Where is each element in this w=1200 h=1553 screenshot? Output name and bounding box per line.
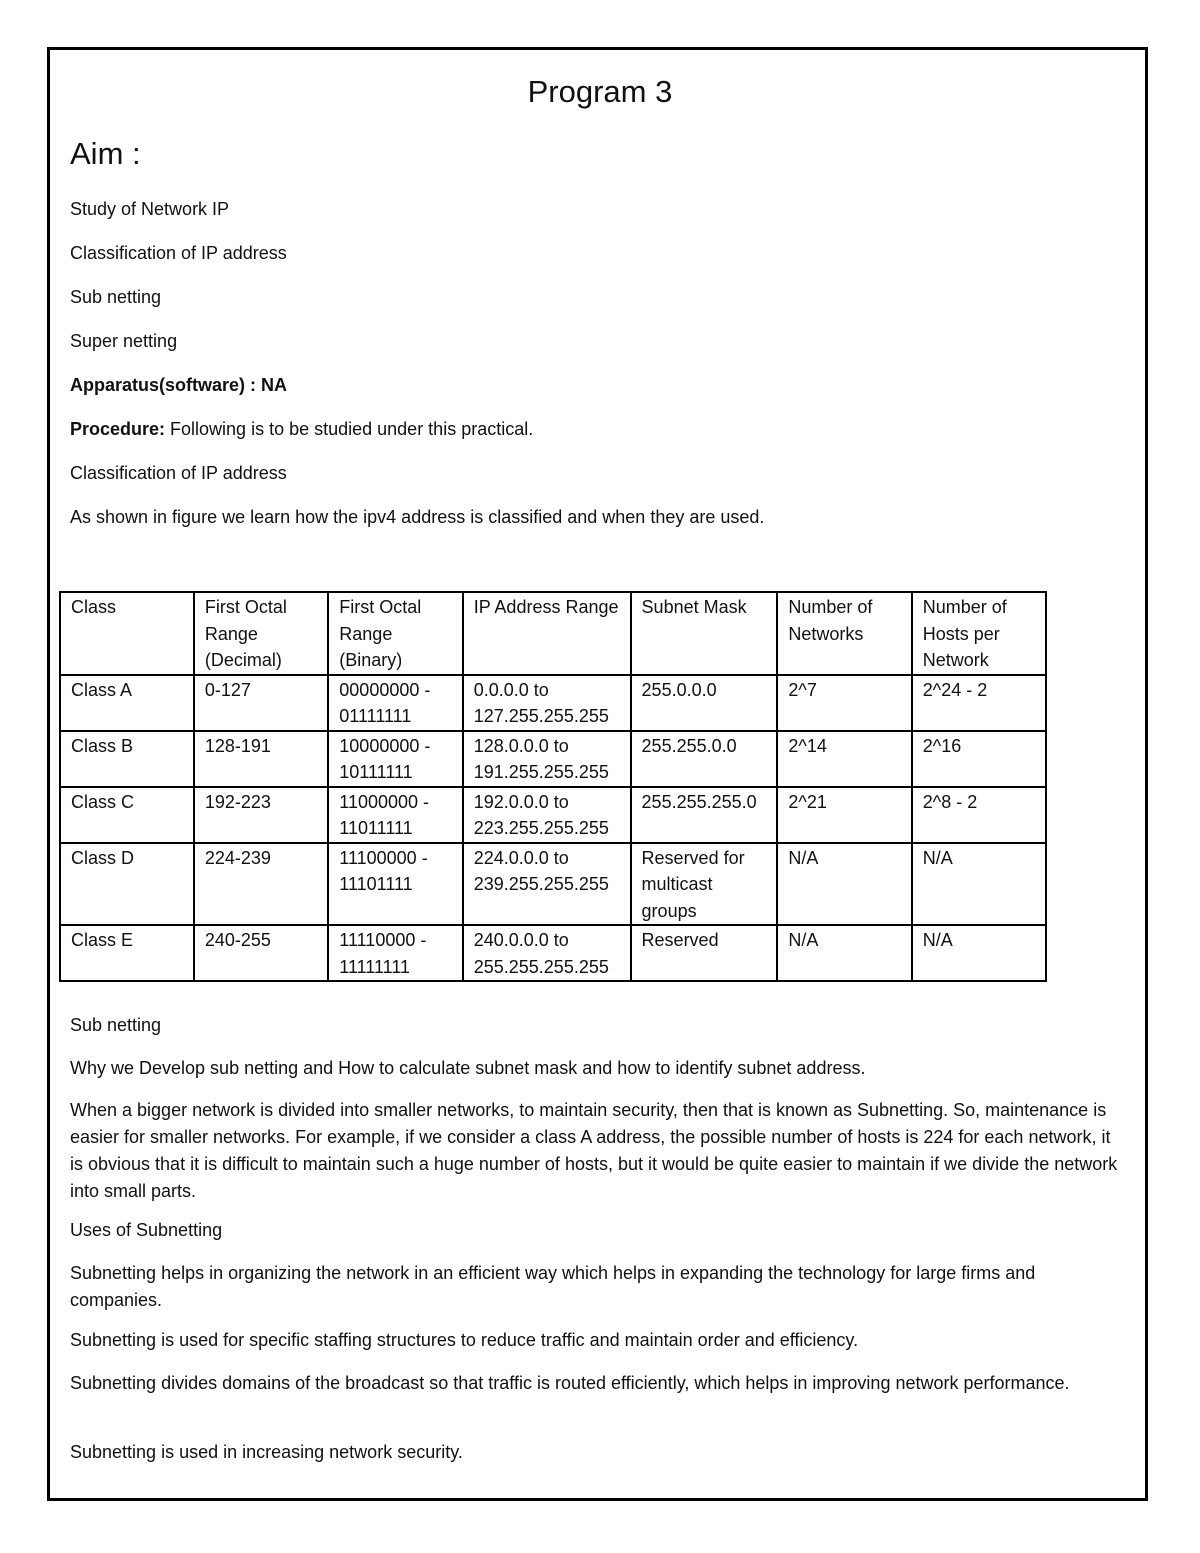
table-cell: Class D (60, 843, 194, 926)
table-row (60, 675, 1046, 731)
aim-item: Classification of IP address (70, 243, 287, 263)
table-row (60, 843, 1046, 926)
header-cell: IP Address Range (463, 592, 631, 675)
table-cell: Class C (60, 787, 194, 843)
table-cell: 255.0.0.0 (631, 675, 778, 731)
uses-heading: Uses of Subnetting (70, 1220, 223, 1240)
table-cell: 0-127 (194, 675, 328, 731)
header-cell: Number of Hosts per Network (912, 592, 1046, 675)
table-cell: 2^21 (777, 787, 911, 843)
table-row (60, 925, 1046, 981)
table-cell: 2^7 (777, 675, 911, 731)
header-cell: First Octal Range (Decimal) (194, 592, 328, 675)
table-cell: 11000000 - 11011111 (328, 787, 462, 843)
table-cell: 255.255.255.0 (631, 787, 778, 843)
procedure-label: Procedure: (70, 419, 166, 439)
table-cell: 224.0.0.0 to 239.255.255.255 (463, 843, 631, 926)
page-title: Program 3 (527, 74, 673, 109)
header-cell: Number of Networks (777, 592, 911, 675)
table-cell: 2^16 (912, 731, 1046, 787)
table-cell: 2^14 (777, 731, 911, 787)
aim-item: Super netting (70, 331, 178, 351)
table-cell: N/A (777, 843, 911, 926)
header-cell: Subnet Mask (631, 592, 778, 675)
table-cell: Class E (60, 925, 194, 981)
table-row (60, 731, 1046, 787)
table-cell: 128.0.0.0 to 191.255.255.255 (463, 731, 631, 787)
table-cell: 11110000 - 11111111 (328, 925, 462, 981)
uses-item: Subnetting is used for specific staffing structures to reduce traffic and maintain order and efficiency. (70, 1330, 859, 1350)
classification-intro: As shown in figure we learn how the ipv4 address is classified and when they are used. (70, 507, 765, 527)
subnetting-why: Why we Develop sub netting and How to calculate subnet mask and how to identify subnet address. (70, 1058, 866, 1078)
aim-item: Sub netting (70, 287, 162, 307)
table-cell: 224-239 (194, 843, 328, 926)
table-cell: 240.0.0.0 to 255.255.255.255 (463, 925, 631, 981)
ip-class-table (59, 591, 1047, 982)
table-cell: 128-191 (194, 731, 328, 787)
procedure-text: Following is to be studied under this practical. (165, 419, 534, 439)
table-cell: N/A (777, 925, 911, 981)
uses-item: Subnetting is used in increasing network security. (70, 1442, 463, 1462)
table-cell: 2^8 - 2 (912, 787, 1046, 843)
table-cell: Class B (60, 731, 194, 787)
table-header-row (60, 592, 1046, 675)
table-row (60, 787, 1046, 843)
table-cell: 192-223 (194, 787, 328, 843)
aim-heading: Aim : (70, 136, 141, 171)
table-cell: 00000000 - 01111111 (328, 675, 462, 731)
table-cell: N/A (912, 843, 1046, 926)
aim-item: Study of Network IP (70, 199, 230, 219)
table-cell: Reserved for multicast groups (631, 843, 778, 926)
apparatus-line: Apparatus(software) : NA (70, 375, 288, 395)
procedure-line (70, 416, 1120, 443)
table-cell: Class A (60, 675, 194, 731)
table-cell: 255.255.0.0 (631, 731, 778, 787)
header-cell: First Octal Range (Binary) (328, 592, 462, 675)
table-cell: 240-255 (194, 925, 328, 981)
table-cell: 11100000 - 11101111 (328, 843, 462, 926)
table-cell: 10000000 - 10111111 (328, 731, 462, 787)
table-cell: 192.0.0.0 to 223.255.255.255 (463, 787, 631, 843)
table-cell: Reserved (631, 925, 778, 981)
subnetting-heading: Sub netting (70, 1015, 162, 1035)
classification-heading: Classification of IP address (70, 463, 287, 483)
header-cell: Class (60, 592, 194, 675)
table-cell: 0.0.0.0 to 127.255.255.255 (463, 675, 631, 731)
uses-item: Subnetting helps in organizing the network in an efficient way which helps in expanding the technology for large firms and companies. (70, 1263, 1036, 1310)
table-cell: 2^24 - 2 (912, 675, 1046, 731)
subnetting-definition: When a bigger network is divided into smaller networks, to maintain security, then that is known as Subnetting. So, maintenance is easier for smaller networks. For example, if we consider a class A address, the possible number of hosts is 224 for each network, it is obvious that it is difficult to maintain such a huge number of hosts, but it would be quite easier to maintain if we divide the network into small parts. (70, 1100, 1118, 1201)
uses-item: Subnetting divides domains of the broadcast so that traffic is routed efficiently, which helps in improving network performance. (70, 1373, 1070, 1393)
table-cell: N/A (912, 925, 1046, 981)
